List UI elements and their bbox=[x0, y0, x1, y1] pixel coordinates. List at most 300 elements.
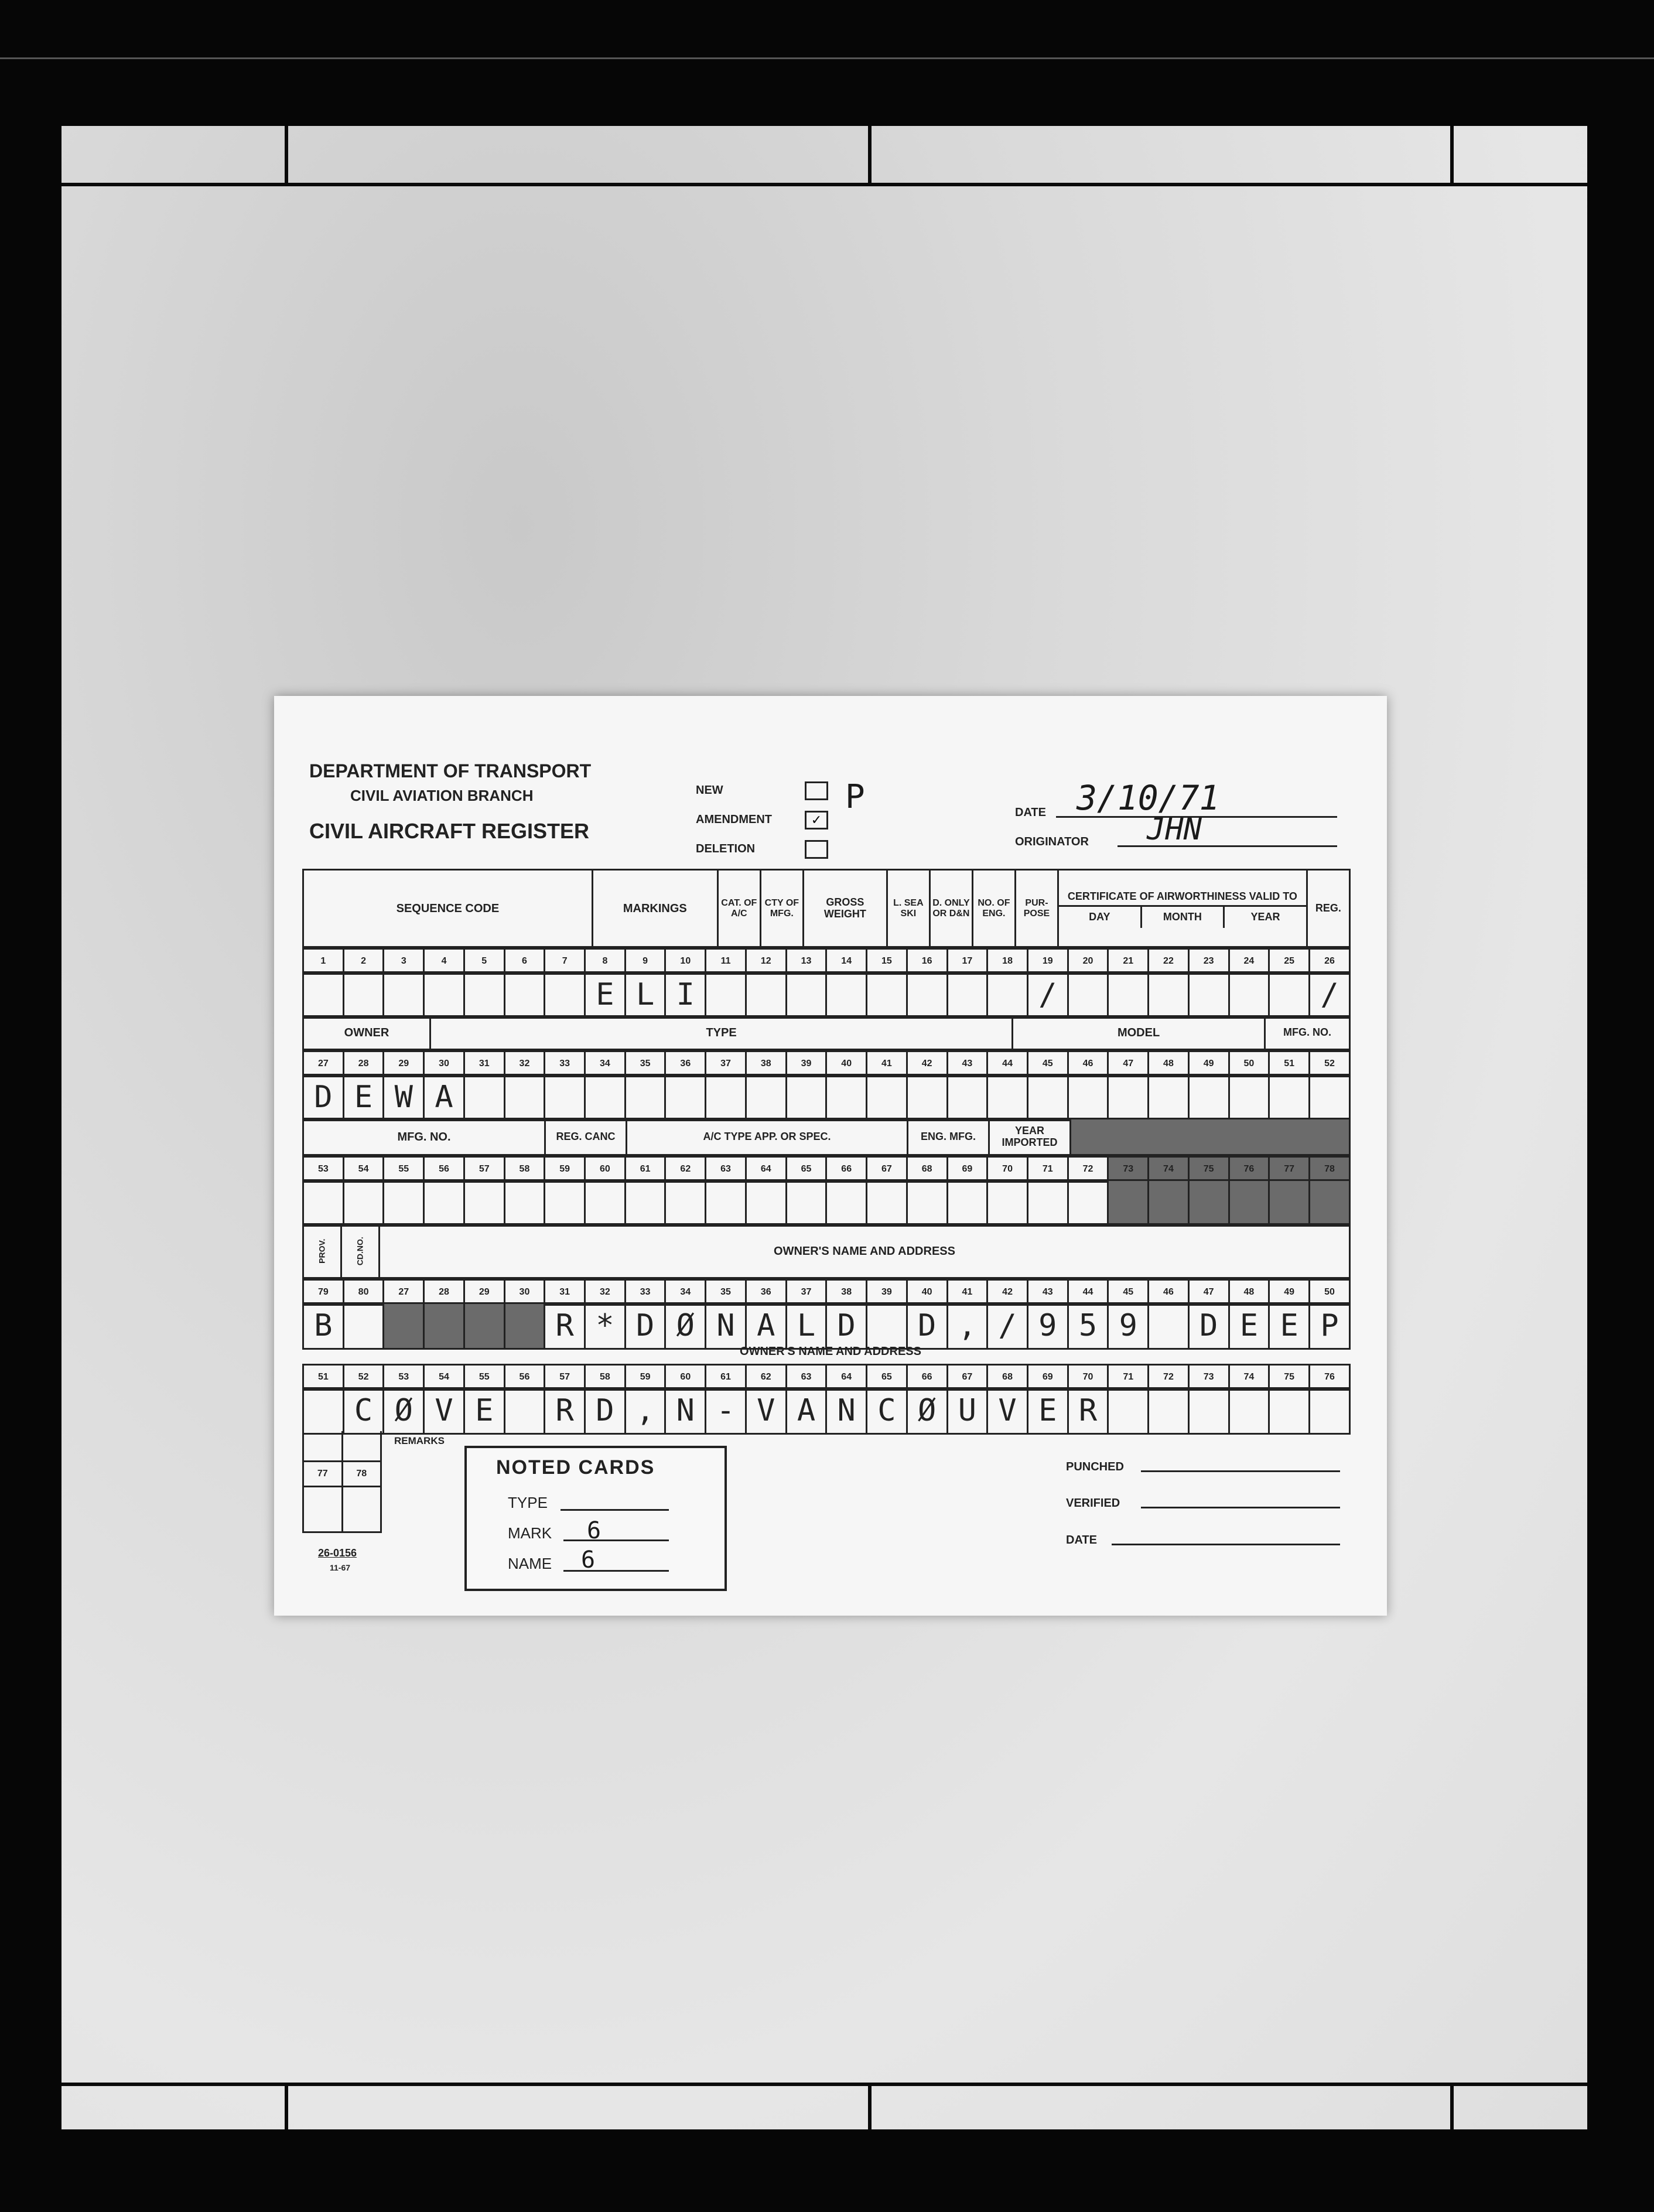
day-header: DAY bbox=[1059, 907, 1142, 928]
entry-cell[interactable]: W bbox=[384, 1075, 424, 1121]
entry-cell[interactable]: A bbox=[424, 1075, 464, 1121]
date2-line bbox=[1112, 1544, 1340, 1545]
entry-cell[interactable]: L bbox=[625, 972, 665, 1018]
column-number: 57 bbox=[545, 1365, 585, 1390]
column-number: 2 bbox=[343, 949, 384, 974]
column-number: 45 bbox=[1108, 1280, 1149, 1305]
owner-header: OWNER bbox=[303, 1016, 430, 1050]
entry-cell[interactable] bbox=[464, 1075, 504, 1121]
entry-cell[interactable]: E bbox=[585, 972, 626, 1018]
entry-cell[interactable]: I bbox=[665, 972, 706, 1018]
entry-cell[interactable] bbox=[826, 1180, 867, 1226]
column-number: 66 bbox=[907, 1365, 947, 1390]
entry-cell[interactable] bbox=[1229, 1388, 1269, 1434]
col-77-number: 77 bbox=[303, 1462, 343, 1487]
entry-cell[interactable] bbox=[1269, 1388, 1310, 1434]
column-number: 67 bbox=[867, 1157, 907, 1182]
entry-cell[interactable] bbox=[1309, 1388, 1349, 1434]
column-number: 7 bbox=[545, 949, 585, 974]
entry-cell[interactable]: D bbox=[907, 1303, 947, 1349]
column-number: 78 bbox=[1309, 1157, 1349, 1182]
reg-header: REG. bbox=[1307, 870, 1349, 947]
owner-name-address-header: OWNER'S NAME AND ADDRESS bbox=[380, 1224, 1350, 1278]
row3-entries bbox=[302, 1179, 1351, 1227]
entry-cell[interactable] bbox=[947, 1180, 987, 1226]
frame-line-bottom bbox=[61, 2083, 1587, 2086]
entry-cell[interactable] bbox=[464, 1303, 504, 1349]
column-number: 80 bbox=[343, 1280, 384, 1305]
entry-cell[interactable] bbox=[504, 1303, 545, 1349]
column-number: 17 bbox=[947, 949, 987, 974]
entry-cell[interactable] bbox=[706, 1075, 746, 1121]
entry-cell[interactable]: V bbox=[987, 1388, 1028, 1434]
column-number: 73 bbox=[1188, 1365, 1229, 1390]
frame-mark-right-bottom bbox=[1450, 2083, 1454, 2129]
department-title: DEPARTMENT OF TRANSPORT bbox=[309, 760, 592, 781]
entry-cell[interactable] bbox=[1149, 1180, 1189, 1226]
row2-header-table bbox=[302, 1015, 1351, 1050]
entry-cell[interactable]: / bbox=[987, 1303, 1028, 1349]
entry-cell[interactable] bbox=[987, 1180, 1028, 1226]
entry-cell[interactable] bbox=[1108, 1180, 1149, 1226]
column-number: 69 bbox=[947, 1157, 987, 1182]
branch-title: CIVIL AVIATION BRANCH bbox=[350, 787, 534, 804]
column-number: 74 bbox=[1149, 1157, 1189, 1182]
column-number: 59 bbox=[625, 1365, 665, 1390]
entry-cell[interactable] bbox=[424, 1180, 464, 1226]
purpose-header: PUR-POSE bbox=[1015, 870, 1058, 947]
column-number: 36 bbox=[665, 1052, 706, 1077]
entry-cell[interactable] bbox=[303, 1388, 344, 1434]
entry-cell[interactable] bbox=[424, 1303, 464, 1349]
noted-cards-title: NOTED CARDS bbox=[496, 1456, 655, 1479]
column-number: 30 bbox=[504, 1280, 545, 1305]
entry-cell[interactable] bbox=[867, 1303, 907, 1349]
entry-cell[interactable] bbox=[1309, 1180, 1349, 1226]
gross-weight-header: GROSS WEIGHT bbox=[803, 870, 887, 947]
column-number: 47 bbox=[1188, 1280, 1229, 1305]
entry-cell[interactable] bbox=[1188, 1075, 1229, 1121]
entry-cell[interactable]: C bbox=[867, 1388, 907, 1434]
column-number: 43 bbox=[1027, 1280, 1068, 1305]
row4-entries bbox=[302, 1302, 1351, 1350]
column-number: 36 bbox=[746, 1280, 786, 1305]
column-number: 69 bbox=[1027, 1365, 1068, 1390]
entry-cell[interactable]: V bbox=[746, 1388, 786, 1434]
d-only-header: D. ONLY OR D&N bbox=[929, 870, 972, 947]
row3-header-table bbox=[302, 1118, 1351, 1156]
entry-cell[interactable]: * bbox=[585, 1303, 626, 1349]
column-number: 43 bbox=[947, 1052, 987, 1077]
date-value: 3/10/71 bbox=[1077, 778, 1220, 818]
entry-cell[interactable]: B bbox=[303, 1303, 344, 1349]
entry-cell[interactable] bbox=[384, 1180, 424, 1226]
column-number: 18 bbox=[987, 949, 1028, 974]
column-number: 54 bbox=[424, 1365, 464, 1390]
entry-cell[interactable]: / bbox=[1309, 972, 1349, 1018]
column-number: 44 bbox=[1068, 1280, 1108, 1305]
entry-cell[interactable]: D bbox=[826, 1303, 867, 1349]
noted-mark-line bbox=[563, 1539, 669, 1541]
column-number: 39 bbox=[786, 1052, 826, 1077]
column-number: 47 bbox=[1108, 1052, 1149, 1077]
noted-cards-stamp bbox=[464, 1446, 727, 1591]
col-78-number: 78 bbox=[342, 1462, 381, 1487]
column-number: 61 bbox=[706, 1365, 746, 1390]
noted-name-value: 6 bbox=[581, 1547, 596, 1573]
originator-value: JHN bbox=[1147, 812, 1202, 847]
entry-cell[interactable] bbox=[1068, 1075, 1108, 1121]
frame-line-top bbox=[61, 183, 1587, 186]
form-date: 11-67 bbox=[330, 1563, 351, 1572]
new-label: NEW bbox=[696, 784, 723, 797]
column-number: 10 bbox=[665, 949, 706, 974]
entry-cell[interactable]: / bbox=[1027, 972, 1068, 1018]
column-number: 48 bbox=[1229, 1280, 1269, 1305]
entry-cell[interactable] bbox=[665, 1180, 706, 1226]
date2-label: DATE bbox=[1066, 1534, 1097, 1547]
entry-cell[interactable]: E bbox=[1229, 1303, 1269, 1349]
column-number: 62 bbox=[665, 1157, 706, 1182]
column-number: 41 bbox=[867, 1052, 907, 1077]
amendment-mark: P bbox=[845, 778, 865, 816]
frame-mark-mid-bottom bbox=[868, 2083, 872, 2129]
column-number: 25 bbox=[1269, 949, 1310, 974]
entry-cell[interactable] bbox=[384, 972, 424, 1018]
date-label: DATE bbox=[1015, 806, 1046, 819]
film-frame-top-edge bbox=[0, 57, 1654, 59]
cat-of-ac-header: CAT. OF A/C bbox=[717, 870, 760, 947]
column-number: 55 bbox=[464, 1365, 504, 1390]
column-number: 9 bbox=[625, 949, 665, 974]
column-number: 64 bbox=[826, 1365, 867, 1390]
column-number: 23 bbox=[1188, 949, 1229, 974]
column-number: 53 bbox=[384, 1365, 424, 1390]
cols-77-78-table bbox=[302, 1431, 382, 1533]
entry-cell[interactable] bbox=[1068, 1180, 1108, 1226]
entry-cell[interactable]: N bbox=[826, 1388, 867, 1434]
entry-cell[interactable]: D bbox=[303, 1075, 344, 1121]
column-number: 8 bbox=[585, 949, 626, 974]
entry-cell[interactable] bbox=[343, 972, 384, 1018]
entry-cell[interactable] bbox=[1269, 972, 1310, 1018]
column-number: 63 bbox=[706, 1157, 746, 1182]
entry-cell[interactable] bbox=[1108, 1388, 1149, 1434]
entry-cell[interactable]: R bbox=[545, 1303, 585, 1349]
entry-cell[interactable]: 5 bbox=[1068, 1303, 1108, 1349]
entry-cell[interactable]: V bbox=[424, 1388, 464, 1434]
column-number: 62 bbox=[746, 1365, 786, 1390]
entry-cell[interactable]: , bbox=[947, 1303, 987, 1349]
entry-cell[interactable]: 9 bbox=[1108, 1303, 1149, 1349]
entry-cell[interactable]: U bbox=[947, 1388, 987, 1434]
entry-cell[interactable]: N bbox=[706, 1303, 746, 1349]
column-number: 19 bbox=[1027, 949, 1068, 974]
entry-cell[interactable]: Ø bbox=[907, 1388, 947, 1434]
column-number: 51 bbox=[1269, 1052, 1310, 1077]
entry-cell[interactable] bbox=[504, 972, 545, 1018]
entry-cell[interactable]: E bbox=[343, 1075, 384, 1121]
entry-cell[interactable]: D bbox=[625, 1303, 665, 1349]
row4-header-table bbox=[302, 1223, 1351, 1279]
column-number: 31 bbox=[545, 1280, 585, 1305]
entry-cell[interactable] bbox=[1229, 1180, 1269, 1226]
column-number: 79 bbox=[303, 1280, 344, 1305]
column-number: 30 bbox=[424, 1052, 464, 1077]
new-checkbox[interactable] bbox=[805, 781, 828, 800]
frame-mark-left-top bbox=[285, 126, 288, 185]
punched-line bbox=[1141, 1470, 1340, 1472]
type-header: TYPE bbox=[430, 1016, 1012, 1050]
frame-mark-mid-top bbox=[868, 126, 872, 185]
deletion-label: DELETION bbox=[696, 842, 756, 855]
entry-cell[interactable] bbox=[504, 1075, 545, 1121]
entry-cell[interactable] bbox=[303, 972, 344, 1018]
column-number: 20 bbox=[1068, 949, 1108, 974]
column-number: 55 bbox=[384, 1157, 424, 1182]
column-number: 29 bbox=[384, 1052, 424, 1077]
column-number: 6 bbox=[504, 949, 545, 974]
column-number: 72 bbox=[1068, 1157, 1108, 1182]
entry-cell[interactable] bbox=[1149, 1303, 1189, 1349]
column-number: 54 bbox=[343, 1157, 384, 1182]
entry-cell[interactable] bbox=[746, 972, 786, 1018]
entry-cell[interactable]: Ø bbox=[665, 1303, 706, 1349]
entry-cell[interactable] bbox=[907, 1180, 947, 1226]
column-number: 76 bbox=[1309, 1365, 1349, 1390]
column-number: 3 bbox=[384, 949, 424, 974]
column-number: 4 bbox=[424, 949, 464, 974]
column-number: 21 bbox=[1108, 949, 1149, 974]
entry-cell[interactable]: A bbox=[746, 1303, 786, 1349]
column-number: 16 bbox=[907, 949, 947, 974]
column-number: 51 bbox=[303, 1365, 344, 1390]
entry-cell[interactable]: E bbox=[1027, 1388, 1068, 1434]
column-number: 28 bbox=[343, 1052, 384, 1077]
entry-cell[interactable] bbox=[504, 1388, 545, 1434]
cty-of-mfg-header: CTY OF MFG. bbox=[760, 870, 803, 947]
row1-header-table bbox=[302, 869, 1351, 948]
column-number: 71 bbox=[1027, 1157, 1068, 1182]
owner-name-address-header-2: OWNER'S NAME AND ADDRESS bbox=[740, 1345, 921, 1358]
entry-cell[interactable] bbox=[1027, 1180, 1068, 1226]
column-number: 22 bbox=[1149, 949, 1189, 974]
column-number: 68 bbox=[907, 1157, 947, 1182]
column-number: 15 bbox=[867, 949, 907, 974]
entry-cell[interactable] bbox=[1229, 1075, 1269, 1121]
column-number: 56 bbox=[424, 1157, 464, 1182]
entry-cell[interactable] bbox=[706, 972, 746, 1018]
column-number: 64 bbox=[746, 1157, 786, 1182]
entry-cell[interactable] bbox=[545, 1180, 585, 1226]
column-number: 48 bbox=[1149, 1052, 1189, 1077]
column-number: 57 bbox=[464, 1157, 504, 1182]
column-number: 61 bbox=[625, 1157, 665, 1182]
entry-cell[interactable] bbox=[786, 972, 826, 1018]
deletion-checkbox[interactable] bbox=[805, 840, 828, 859]
entry-cell[interactable] bbox=[1309, 1075, 1349, 1121]
mfg-no-header: MFG. NO. bbox=[1265, 1016, 1349, 1050]
entry-cell[interactable] bbox=[625, 1180, 665, 1226]
entry-cell[interactable] bbox=[1108, 972, 1149, 1018]
verified-line bbox=[1141, 1507, 1340, 1508]
column-number: 70 bbox=[987, 1157, 1028, 1182]
noted-name-line bbox=[563, 1570, 669, 1572]
entry-cell[interactable] bbox=[786, 1075, 826, 1121]
entry-cell[interactable] bbox=[1027, 1075, 1068, 1121]
row1-entries bbox=[302, 971, 1351, 1019]
entry-cell[interactable] bbox=[424, 972, 464, 1018]
entry-cell[interactable] bbox=[545, 972, 585, 1018]
entry-cell[interactable] bbox=[1108, 1075, 1149, 1121]
column-number: 67 bbox=[947, 1365, 987, 1390]
column-number: 71 bbox=[1108, 1365, 1149, 1390]
no-of-eng-header: NO. OF ENG. bbox=[972, 870, 1015, 947]
shaded-block-header bbox=[1071, 1119, 1350, 1155]
entry-cell[interactable]: , bbox=[625, 1388, 665, 1434]
column-number: 37 bbox=[786, 1280, 826, 1305]
entry-cell[interactable] bbox=[343, 1180, 384, 1226]
column-number: 56 bbox=[504, 1365, 545, 1390]
entry-cell[interactable] bbox=[786, 1180, 826, 1226]
entry-cell[interactable]: D bbox=[1188, 1303, 1229, 1349]
entry-cell[interactable] bbox=[1188, 1388, 1229, 1434]
entry-cell[interactable] bbox=[1149, 1075, 1189, 1121]
entry-cell[interactable] bbox=[746, 1075, 786, 1121]
column-number: 33 bbox=[625, 1280, 665, 1305]
column-number: 46 bbox=[1068, 1052, 1108, 1077]
entry-cell[interactable]: D bbox=[585, 1388, 626, 1434]
entry-cell[interactable] bbox=[1269, 1180, 1310, 1226]
prov-header: PROV. bbox=[303, 1224, 341, 1278]
column-number: 29 bbox=[464, 1280, 504, 1305]
column-number: 60 bbox=[665, 1365, 706, 1390]
column-number: 37 bbox=[706, 1052, 746, 1077]
entry-cell[interactable] bbox=[987, 972, 1028, 1018]
column-number: 35 bbox=[625, 1052, 665, 1077]
form-number: 26-0156 bbox=[318, 1547, 357, 1559]
punched-label: PUNCHED bbox=[1066, 1460, 1124, 1473]
verified-label: VERIFIED bbox=[1066, 1497, 1120, 1510]
entry-cell[interactable] bbox=[826, 1075, 867, 1121]
noted-type-line bbox=[561, 1509, 669, 1511]
amendment-checkbox[interactable]: ✓ bbox=[805, 811, 828, 830]
column-number: 59 bbox=[545, 1157, 585, 1182]
reg-canc-header: REG. CANC bbox=[545, 1119, 627, 1155]
frame-mark-left-bottom bbox=[285, 2083, 288, 2129]
entry-cell[interactable] bbox=[585, 1075, 626, 1121]
column-number: 5 bbox=[464, 949, 504, 974]
column-number: 38 bbox=[746, 1052, 786, 1077]
entry-cell[interactable] bbox=[1149, 1388, 1189, 1434]
entry-cell[interactable]: Ø bbox=[384, 1388, 424, 1434]
row2-entries bbox=[302, 1074, 1351, 1121]
entry-cell[interactable] bbox=[826, 972, 867, 1018]
entry-cell[interactable] bbox=[303, 1180, 344, 1226]
entry-cell[interactable] bbox=[1149, 972, 1189, 1018]
column-number: 53 bbox=[303, 1157, 344, 1182]
entry-cell[interactable]: 9 bbox=[1027, 1303, 1068, 1349]
column-number: 31 bbox=[464, 1052, 504, 1077]
entry-cell[interactable] bbox=[504, 1180, 545, 1226]
entry-cell[interactable]: N bbox=[665, 1388, 706, 1434]
column-number: 74 bbox=[1229, 1365, 1269, 1390]
entry-cell[interactable] bbox=[947, 972, 987, 1018]
column-number: 50 bbox=[1229, 1052, 1269, 1077]
cdno-header: CD.NO. bbox=[341, 1224, 380, 1278]
entry-cell[interactable] bbox=[545, 1075, 585, 1121]
entry-cell[interactable] bbox=[464, 972, 504, 1018]
column-number: 63 bbox=[786, 1365, 826, 1390]
entry-cell[interactable]: A bbox=[786, 1388, 826, 1434]
entry-cell[interactable] bbox=[907, 1075, 947, 1121]
entry-cell[interactable] bbox=[867, 1075, 907, 1121]
entry-cell[interactable] bbox=[907, 972, 947, 1018]
entry-cell[interactable] bbox=[987, 1075, 1028, 1121]
column-number: 27 bbox=[384, 1280, 424, 1305]
entry-cell[interactable] bbox=[1269, 1075, 1310, 1121]
year-header: YEAR bbox=[1250, 911, 1280, 923]
entry-cell[interactable] bbox=[384, 1303, 424, 1349]
entry-cell[interactable]: - bbox=[706, 1388, 746, 1434]
entry-cell[interactable] bbox=[867, 972, 907, 1018]
entry-cell[interactable] bbox=[867, 1180, 907, 1226]
entry-cell[interactable]: L bbox=[786, 1303, 826, 1349]
entry-cell[interactable]: R bbox=[1068, 1388, 1108, 1434]
entry-cell[interactable] bbox=[1229, 972, 1269, 1018]
column-number: 39 bbox=[867, 1280, 907, 1305]
entry-cell[interactable] bbox=[706, 1180, 746, 1226]
column-number: 44 bbox=[987, 1052, 1028, 1077]
entry-cell[interactable]: E bbox=[464, 1388, 504, 1434]
entry-cell[interactable] bbox=[1188, 972, 1229, 1018]
entry-cell[interactable]: E bbox=[1269, 1303, 1310, 1349]
entry-cell[interactable] bbox=[1188, 1180, 1229, 1226]
entry-cell[interactable] bbox=[585, 1180, 626, 1226]
register-title: CIVIL AIRCRAFT REGISTER bbox=[309, 819, 590, 843]
entry-cell[interactable] bbox=[464, 1180, 504, 1226]
column-number: 65 bbox=[867, 1365, 907, 1390]
entry-cell[interactable]: R bbox=[545, 1388, 585, 1434]
sea-ski-header: L. SEA SKI bbox=[887, 870, 929, 947]
frame-mark-right-top bbox=[1450, 126, 1454, 185]
entry-cell[interactable] bbox=[665, 1075, 706, 1121]
column-number: 76 bbox=[1229, 1157, 1269, 1182]
column-number: 75 bbox=[1188, 1157, 1229, 1182]
column-number: 35 bbox=[706, 1280, 746, 1305]
entry-cell[interactable] bbox=[343, 1303, 384, 1349]
sequence-code-header: SEQUENCE CODE bbox=[303, 870, 593, 947]
entry-cell[interactable]: P bbox=[1309, 1303, 1349, 1349]
column-number: 14 bbox=[826, 949, 867, 974]
entry-cell[interactable] bbox=[1068, 972, 1108, 1018]
column-number: 75 bbox=[1269, 1365, 1310, 1390]
entry-cell[interactable] bbox=[625, 1075, 665, 1121]
column-number: 27 bbox=[303, 1052, 344, 1077]
noted-type-label: TYPE bbox=[508, 1494, 548, 1511]
entry-cell[interactable] bbox=[746, 1180, 786, 1226]
column-number: 65 bbox=[786, 1157, 826, 1182]
column-number: 41 bbox=[947, 1280, 987, 1305]
entry-cell[interactable] bbox=[947, 1075, 987, 1121]
entry-cell[interactable]: C bbox=[343, 1388, 384, 1434]
certificate-header bbox=[1058, 870, 1307, 947]
column-number: 40 bbox=[907, 1280, 947, 1305]
model-header: MODEL bbox=[1013, 1016, 1265, 1050]
column-number: 42 bbox=[907, 1052, 947, 1077]
remarks-label: REMARKS bbox=[394, 1435, 445, 1446]
column-number: 32 bbox=[504, 1052, 545, 1077]
